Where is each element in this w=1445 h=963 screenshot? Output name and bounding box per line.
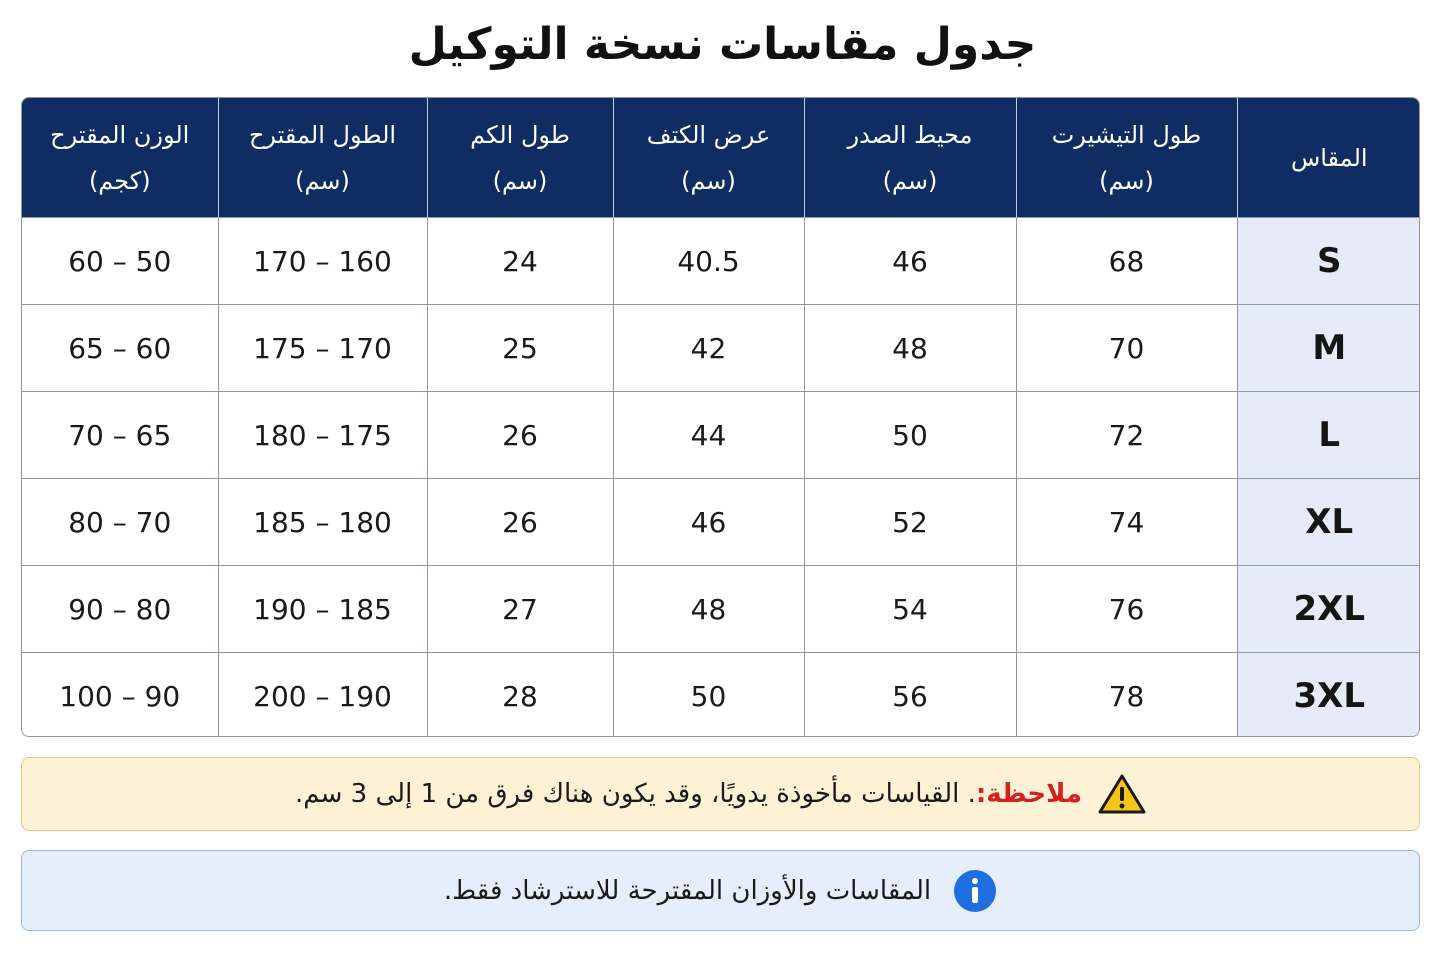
- table-cell: 56: [804, 653, 1016, 738]
- header-label: الطول المقترح: [248, 120, 397, 149]
- size-cell: S: [1237, 218, 1420, 305]
- header-unit: (سم): [681, 166, 736, 195]
- table-cell: 40.5: [613, 218, 804, 305]
- table-cell: 28: [427, 653, 613, 738]
- header-tshirt-length: [1016, 98, 1237, 218]
- table-cell: 70: [1016, 305, 1237, 392]
- table-cell: 76: [1016, 566, 1237, 653]
- table-cell: 48: [613, 566, 804, 653]
- table-header-row: [22, 98, 1420, 218]
- table-cell: 70 – 80: [22, 479, 218, 566]
- size-chart-table: [21, 97, 1420, 737]
- table-cell: 50: [804, 392, 1016, 479]
- table-cell: 24: [427, 218, 613, 305]
- table-cell: 65 – 70: [22, 392, 218, 479]
- table-cell: 185 – 190: [218, 566, 427, 653]
- header-unit: (سم): [1099, 166, 1154, 195]
- table-row: [22, 305, 1420, 392]
- table-row: [22, 566, 1420, 653]
- page-title: جدول مقاسات نسخة التوكيل: [408, 19, 1037, 70]
- header-unit: (سم): [882, 166, 938, 195]
- size-cell: 3XL: [1237, 653, 1420, 738]
- table-cell: 175 – 180: [218, 392, 427, 479]
- header-suggested-height: [218, 98, 427, 218]
- header-sleeve: [427, 98, 613, 218]
- table-cell: 50 – 60: [22, 218, 218, 305]
- header-label: المقاس: [1290, 143, 1368, 172]
- header-unit: (سم): [492, 166, 548, 195]
- table-cell: 27: [427, 566, 613, 653]
- header-size: [1237, 98, 1420, 218]
- size-cell: L: [1237, 392, 1420, 479]
- table-row: [22, 392, 1420, 479]
- header-unit: (كجم): [88, 166, 151, 195]
- table-cell: 44: [613, 392, 804, 479]
- table-row: [22, 653, 1420, 738]
- table-cell: 52: [804, 479, 1016, 566]
- table-cell: 68: [1016, 218, 1237, 305]
- note-label: ملاحظة:: [975, 779, 1082, 809]
- note-text: . القياسات مأخوذة يدويًا، وقد يكون هناك فرق من 1 إلى 3 سم.: [295, 779, 976, 809]
- guidance-info: [21, 850, 1420, 931]
- warning-icon: [1098, 774, 1146, 814]
- table-cell: 190 – 200: [218, 653, 427, 738]
- table-cell: 46: [804, 218, 1016, 305]
- header-suggested-weight: [22, 98, 218, 218]
- table-cell: 48: [804, 305, 1016, 392]
- header-label: عرض الكتف: [646, 120, 771, 149]
- table-row: [22, 218, 1420, 305]
- table-cell: 54: [804, 566, 1016, 653]
- table-cell: 26: [427, 392, 613, 479]
- table-row: [22, 479, 1420, 566]
- header-chest: [804, 98, 1016, 218]
- header-label: الوزن المقترح: [50, 120, 190, 149]
- size-cell: M: [1237, 305, 1420, 392]
- table-cell: 78: [1016, 653, 1237, 738]
- table-cell: 74: [1016, 479, 1237, 566]
- header-shoulder: [613, 98, 804, 218]
- header-label: طول الكم: [470, 120, 570, 149]
- size-cell: XL: [1237, 479, 1420, 566]
- header-label: محيط الصدر: [847, 120, 973, 149]
- table-cell: 90 – 100: [22, 653, 218, 738]
- size-cell: 2XL: [1237, 566, 1420, 653]
- table-cell: 26: [427, 479, 613, 566]
- header-unit: (سم): [295, 166, 350, 195]
- table-cell: 46: [613, 479, 804, 566]
- measurement-note: [21, 757, 1420, 831]
- table-cell: 25: [427, 305, 613, 392]
- table-cell: 80 – 90: [22, 566, 218, 653]
- table-cell: 60 – 65: [22, 305, 218, 392]
- table-cell: 42: [613, 305, 804, 392]
- info-icon: [953, 869, 997, 913]
- table-cell: 170 – 175: [218, 305, 427, 392]
- table-cell: 180 – 185: [218, 479, 427, 566]
- header-label: طول التيشيرت: [1051, 120, 1202, 149]
- table-cell: 160 – 170: [218, 218, 427, 305]
- info-text: المقاسات والأوزان المقترحة للاسترشاد فقط.: [443, 875, 932, 906]
- table-cell: 50: [613, 653, 804, 738]
- table-cell: 72: [1016, 392, 1237, 479]
